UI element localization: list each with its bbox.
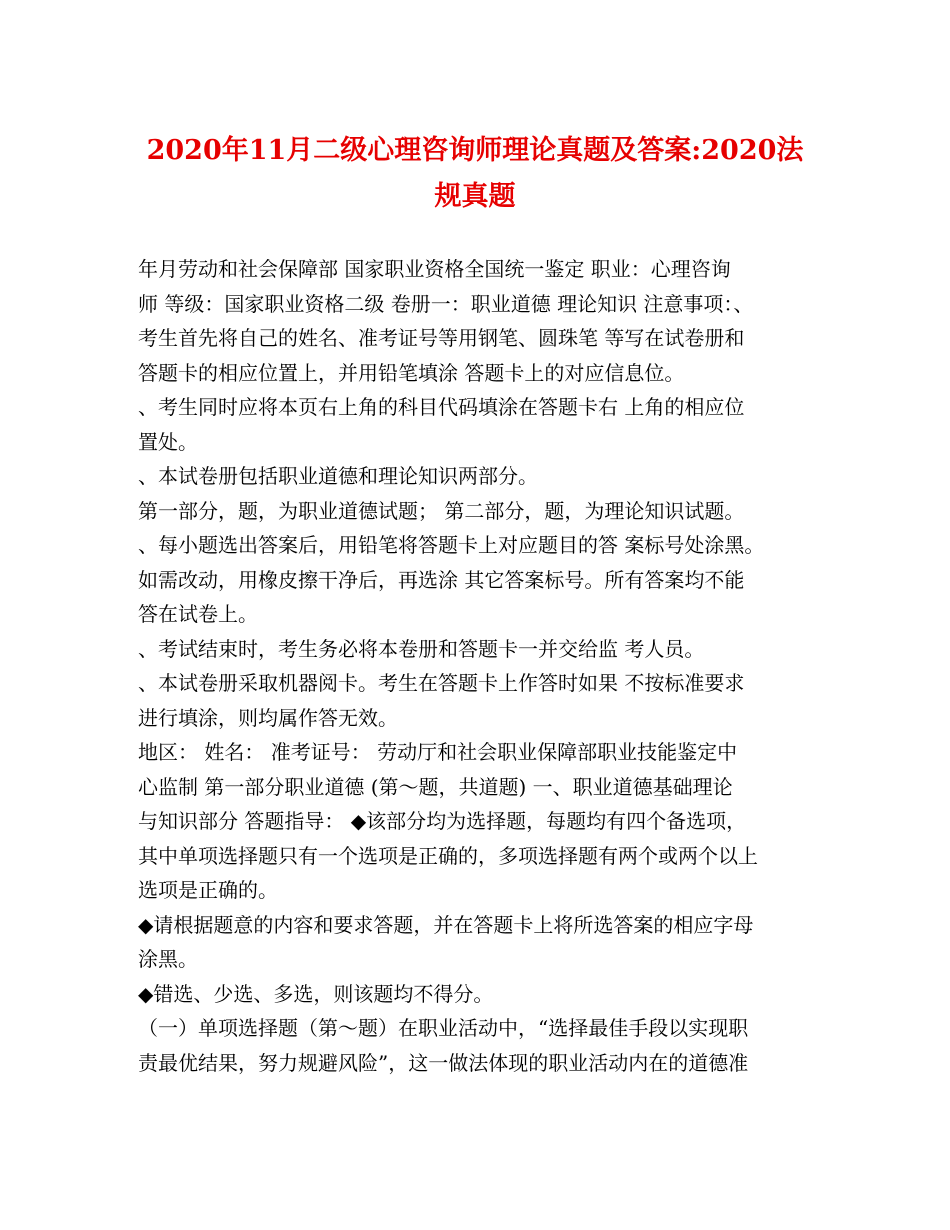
body-line: 、考生同时应将本页右上角的科目代码填涂在答题卡右 上角的相应位 <box>138 395 745 419</box>
body-line: 答题卡的相应位置上，并用铅笔填涂 答题卡上的对应信息位。 <box>138 360 685 385</box>
title-line: 2020年11月二级心理咨询师理论真题及答案:2020法 <box>146 135 804 166</box>
title-line: 规真题 <box>434 181 516 212</box>
body-line: 、每小题选出答案后，用铅笔将答题卡上对应题目的答 案标号处涂黑。 <box>138 533 765 557</box>
body-line: 心监制 第一部分职业道德 (第～题，共道题) 一、职业道德基础理论 <box>138 774 733 799</box>
body-line: 选项是正确的。 <box>138 878 278 902</box>
body-line: 答在试卷上。 <box>138 602 258 626</box>
body-line: 责最优结果，努力规避风险”，这一做法体现的职业活动内在的道德准 <box>138 1050 749 1075</box>
body-line: 年月劳动和社会保障部 国家职业资格全国统一鉴定 职业：心理咨询 <box>138 257 731 281</box>
body-line: 考生首先将自己的姓名、准考证号等用钢笔、圆珠笔 等写在试卷册和 <box>138 326 745 350</box>
body-line: ◆请根据题意的内容和要求答题，并在答题卡上将所选答案的相应字母 <box>138 912 754 937</box>
body-line: ◆错选、少选、多选，则该题均不得分。 <box>138 981 494 1006</box>
document-title <box>120 128 830 220</box>
body-line: 进行填涂，则均属作答无效。 <box>138 705 398 730</box>
body-line: 、本试卷册采取机器阅卡。考生在答题卡上作答时如果 不按标准要求 <box>138 671 745 695</box>
body-line: 涂黑。 <box>138 947 198 971</box>
body-line: 师 等级：国家职业资格二级 卷册一：职业道德 理论知识 注意事项：、 <box>138 291 754 316</box>
body-line: 置处。 <box>138 429 198 454</box>
body-line: 如需改动，用橡皮擦干净后，再选涂 其它答案标号。所有答案均不能 <box>138 567 745 592</box>
body-line: 、本试卷册包括职业道德和理论知识两部分。 <box>138 464 538 488</box>
body-line: 其中单项选择题只有一个选项是正确的，多项选择题有两个或两个以上 <box>138 843 758 868</box>
body-line: 第一部分，题，为职业道德试题； 第二部分，题，为理论知识试题。 <box>138 498 745 523</box>
body-line: 与知识部分 答题指导： ◆该部分均为选择题，每题均有四个备选项， <box>138 809 747 833</box>
body-line: 、考试结束时，考生务必将本卷册和答题卡一并交给监 考人员。 <box>138 636 705 661</box>
body-line: （一）单项选择题（第～题）在职业活动中，“选择最佳手段以实现职 <box>138 1016 749 1040</box>
document-body <box>138 252 818 1080</box>
body-line: 地区： 姓名： 准考证号： 劳动厅和社会职业保障部职业技能鉴定中 <box>138 740 738 764</box>
